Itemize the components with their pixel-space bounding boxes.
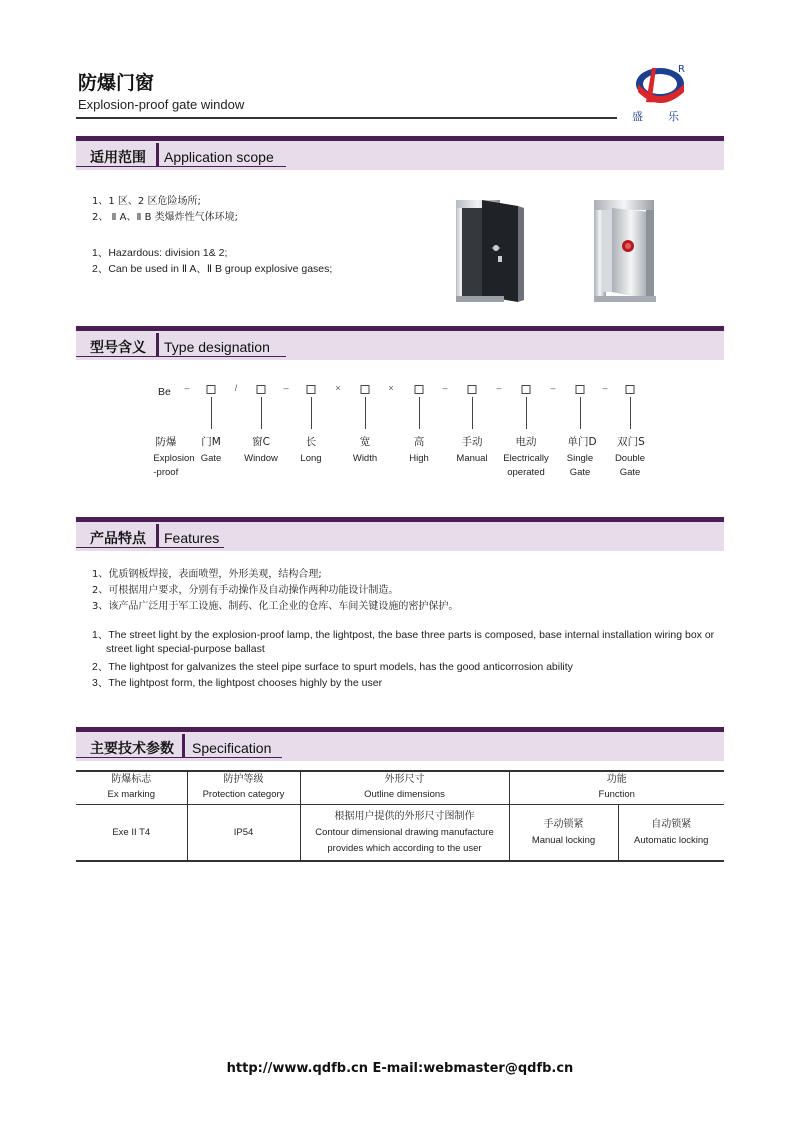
- scope-cn-line-2: 2、 Ⅱ A、Ⅱ B 类爆炸性气体环境;: [92, 212, 238, 223]
- section-title-en: Specification: [192, 740, 272, 756]
- section-divider: [156, 143, 159, 167]
- section-underline: [76, 356, 286, 357]
- logo-char-1: 盛: [632, 110, 643, 123]
- logo-char-2: 乐: [668, 110, 679, 123]
- type-code-box: [576, 385, 585, 394]
- type-label-cn: 防爆: [155, 436, 177, 448]
- features-cn-line-1: 1、优质钢板焊接，表面喷塑，外形美观，结构合理;: [92, 569, 322, 580]
- type-code-box: [626, 385, 635, 394]
- type-separator: –: [184, 383, 190, 393]
- header-cn: 防护等级: [223, 774, 264, 786]
- features-cn-line-3: 3、该产品广泛用于军工设施、制药、化工企业的仓库、车间关键设施的密护保护。: [92, 601, 459, 612]
- type-connector-line: [419, 397, 420, 429]
- section-title-cn: 主要技术参数: [90, 741, 174, 757]
- type-label-en-line: Explosion: [153, 453, 195, 464]
- header-en: Protection category: [202, 789, 285, 801]
- door-photo-open: [452, 196, 532, 308]
- header-protection: [187, 771, 300, 804]
- type-connector-line: [261, 397, 262, 429]
- type-separator: –: [496, 383, 502, 393]
- cell-outline-en-1: Contour dimensional drawing manufacture: [315, 826, 494, 838]
- type-label-en: [503, 452, 548, 480]
- type-label-en-line: Gate: [569, 467, 591, 478]
- type-label-en-line: Gate: [619, 467, 641, 478]
- type-label-cn: 宽: [359, 436, 371, 448]
- type-label-cn: 双门S: [617, 436, 645, 448]
- type-label-en: Window: [244, 453, 278, 464]
- section-features: [76, 517, 724, 551]
- header-cn: 外形尺寸: [384, 774, 425, 786]
- section-application-scope: [76, 136, 724, 170]
- title-rule: [76, 117, 617, 119]
- type-code-box: [207, 385, 216, 394]
- header-ex-marking: [76, 771, 187, 804]
- header-cn: 防爆标志: [111, 774, 152, 786]
- type-connector-line: [526, 397, 527, 429]
- type-label-en-line: Electrically: [503, 453, 549, 464]
- features-en-line-1: 1、The street light by the explosion-proof lamp, the lightpost, the base three parts is composed, base internal installation wiring box or: [92, 629, 715, 641]
- type-code-box: [415, 385, 424, 394]
- type-code-box: [468, 385, 477, 394]
- type-separator: ×: [335, 383, 341, 393]
- features-cn-line-2: 2、可根据用户要求，分别有手动操作及自动操作两种功能设计制造。: [92, 585, 399, 596]
- type-prefix: Be: [158, 386, 171, 398]
- type-connector-line: [365, 397, 366, 429]
- table-header-row: [76, 771, 724, 804]
- section-title-en: Type designation: [164, 339, 270, 355]
- footer-contact[interactable]: http://www.qdfb.cn E-mail:webmaster@qdfb.cn: [226, 1061, 574, 1076]
- type-separator: –: [283, 383, 289, 393]
- section-title-en: Application scope: [164, 149, 274, 165]
- scope-en-line-1: 1、Hazardous: division 1& 2;: [92, 247, 228, 259]
- cell-outline-en-2: provides which according to the user: [327, 842, 482, 854]
- type-label-en: [615, 452, 645, 480]
- type-label-en-line: operated: [507, 467, 545, 478]
- type-label-cn: 窗C: [252, 436, 270, 448]
- type-connector-line: [630, 397, 631, 429]
- cell-outline-cn: 根据用户提供的外形尺寸图制作: [334, 810, 475, 822]
- cell-manual-cn: 手动锁紧: [543, 818, 584, 830]
- type-label-en: Width: [352, 453, 378, 464]
- type-label-en: Gate: [200, 453, 222, 464]
- type-code-box: [307, 385, 316, 394]
- spec-table: [76, 771, 724, 861]
- type-code-box: [361, 385, 370, 394]
- door-photo-closed: [588, 196, 668, 308]
- section-specification: [76, 727, 724, 761]
- section-title-en: Features: [164, 530, 220, 546]
- table-bottom-rule: [76, 860, 724, 862]
- registered-mark: R: [678, 64, 685, 75]
- cell-protection: IP54: [187, 804, 300, 861]
- type-label-en: Manual: [456, 453, 488, 464]
- type-label-en-line: -proof: [153, 467, 179, 478]
- header-en: Outline dimensions: [364, 789, 445, 801]
- cell-outline: [300, 804, 509, 861]
- type-label-en: Long: [300, 453, 322, 464]
- type-code-box: [522, 385, 531, 394]
- scope-cn-line-1: 1、1 区、2 区危险场所;: [92, 196, 201, 207]
- header-cn: 功能: [606, 774, 627, 786]
- section-title-cn: 产品特点: [90, 531, 146, 547]
- cell-auto-locking: [618, 804, 724, 861]
- page-subtitle: Explosion-proof gate window: [78, 97, 245, 112]
- type-connector-line: [211, 397, 212, 429]
- section-underline: [76, 547, 224, 548]
- type-separator: –: [442, 383, 448, 393]
- section-divider: [156, 524, 159, 548]
- header-en: Function: [598, 789, 635, 801]
- cell-manual-locking: [509, 804, 618, 861]
- section-type-designation: [76, 326, 724, 360]
- section-title-cn: 型号含义: [90, 340, 146, 356]
- cell-auto-en: Automatic locking: [634, 834, 709, 846]
- section-divider: [156, 333, 159, 357]
- header-function: [509, 771, 724, 804]
- section-title-cn: 适用范围: [90, 150, 146, 166]
- header-outline: [300, 771, 509, 804]
- section-divider: [182, 734, 185, 758]
- scope-en-line-2: 2、Can be used in Ⅱ A、Ⅱ B group explosive gases;: [92, 263, 333, 275]
- type-label-cn: 单门D: [567, 436, 597, 448]
- type-separator: ×: [388, 383, 394, 393]
- type-separator: –: [602, 383, 608, 393]
- cell-auto-cn: 自动锁紧: [651, 818, 692, 830]
- type-label-cn: 长: [305, 436, 317, 448]
- type-connector-line: [580, 397, 581, 429]
- type-separator: /: [234, 383, 238, 393]
- type-label-en-line: Single: [566, 453, 594, 464]
- type-connector-line: [472, 397, 473, 429]
- type-code-box: [257, 385, 266, 394]
- type-label-en: [567, 452, 593, 480]
- cell-manual-en: Manual locking: [531, 834, 596, 846]
- type-label-cn: 电动: [515, 436, 537, 448]
- table-row: [76, 804, 724, 861]
- type-separator: –: [550, 383, 556, 393]
- type-label-en: High: [409, 453, 429, 464]
- type-label-en-line: Double: [614, 453, 646, 464]
- features-en-line-3: 3、The lightpost form, the lightpost chooses highly by the user: [92, 677, 383, 689]
- type-label-cn: 手动: [461, 436, 483, 448]
- header-en: Ex marking: [107, 789, 155, 801]
- type-label-cn: 高: [413, 436, 425, 448]
- cell-ex-marking: Exe II T4: [112, 826, 151, 838]
- type-connector-line: [311, 397, 312, 429]
- section-underline: [76, 757, 282, 758]
- page-title: 防爆门窗: [78, 72, 155, 94]
- type-label-en: [153, 452, 194, 480]
- features-en-line-1b: street light special-purpose ballast: [106, 643, 265, 655]
- type-label-cn: 门M: [201, 436, 221, 448]
- section-underline: [76, 166, 286, 167]
- features-en-line-2: 2、The lightpost for galvanizes the steel pipe surface to spurt models, has the good anticorrosion ability: [92, 661, 573, 673]
